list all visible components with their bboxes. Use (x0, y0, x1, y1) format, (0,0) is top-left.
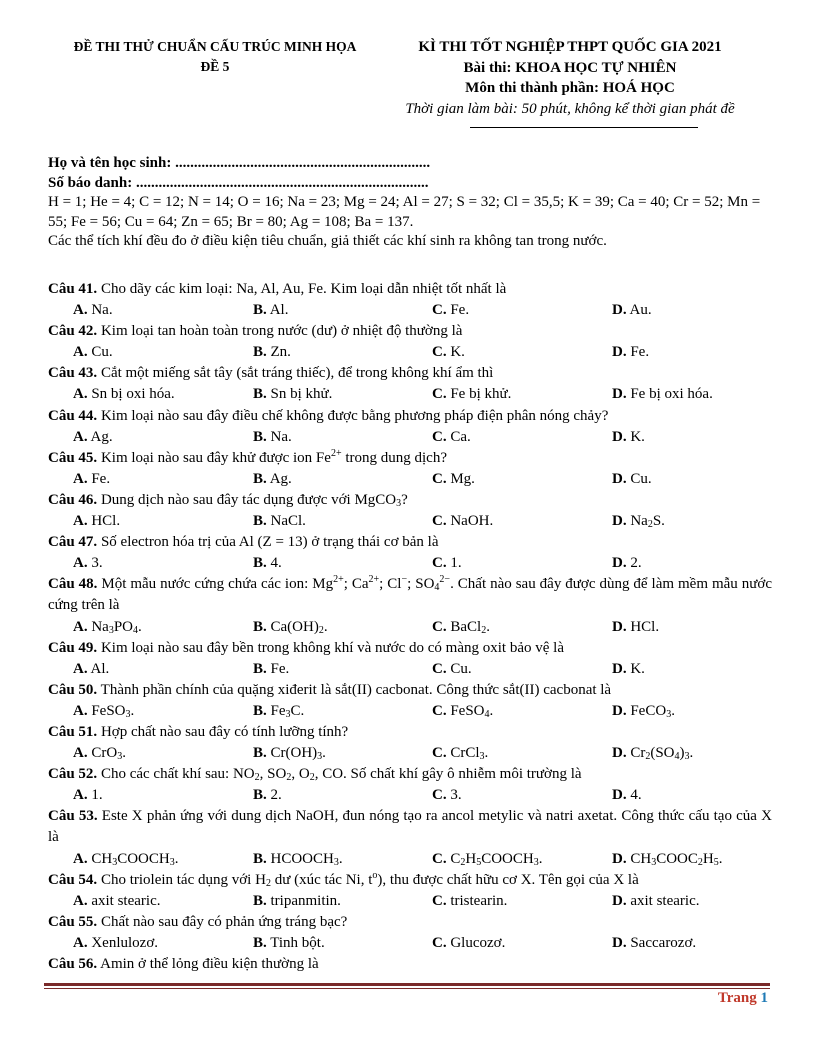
student-name-dots: .................................................................... (171, 155, 431, 171)
answer-option (612, 701, 772, 722)
answer-options (48, 617, 772, 638)
question-number: Câu 53. (48, 808, 98, 825)
option-letter: A. (73, 787, 88, 804)
option-text: NaOH. (446, 513, 494, 530)
option-text: K. (446, 344, 465, 361)
option-letter: A. (73, 934, 88, 951)
option-text: CrO$_3$. (87, 745, 126, 763)
answer-option (48, 384, 253, 405)
question-item (48, 279, 772, 321)
option-text: Cu. (626, 470, 652, 487)
option-letter: D. (612, 850, 627, 867)
option-text: 1. (87, 787, 103, 804)
answer-options (48, 701, 772, 722)
page-word: Trang (717, 990, 757, 1006)
question-number: Câu 42. (48, 323, 98, 340)
option-text: Tinh bột. (266, 934, 325, 951)
option-letter: A. (73, 555, 88, 572)
option-text: Na. (87, 302, 113, 319)
option-text: 2. (626, 555, 642, 572)
option-letter: B. (253, 892, 267, 909)
option-letter: A. (73, 302, 88, 319)
question-stem (48, 638, 772, 659)
answer-option (253, 342, 432, 363)
answer-options (48, 743, 772, 764)
question-stem (48, 722, 772, 743)
option-text: Fe bị khử. (446, 386, 512, 403)
question-number: Câu 55. (48, 913, 98, 930)
option-letter: A. (73, 470, 88, 487)
option-letter: B. (253, 555, 267, 572)
question-item (48, 321, 772, 363)
option-letter: B. (253, 934, 267, 951)
question-item (48, 680, 772, 722)
answer-option (612, 511, 772, 532)
option-text: Fe bị oxi hóa. (626, 386, 713, 403)
option-text: Xenlulozơ. (87, 934, 159, 951)
option-letter: A. (73, 660, 88, 677)
page-number (718, 990, 768, 1007)
option-text: 1. (446, 555, 462, 572)
option-letter: B. (253, 850, 267, 867)
answer-option (432, 933, 612, 954)
answer-option (48, 342, 253, 363)
answer-option (432, 427, 612, 448)
option-letter: B. (253, 660, 267, 677)
option-text: $Na_3PO_4$. (87, 618, 142, 636)
option-letter: C. (432, 787, 447, 804)
answer-option (612, 891, 772, 912)
question-number: Câu 56. (48, 956, 98, 972)
answer-option (612, 427, 772, 448)
option-letter: D. (612, 702, 627, 719)
option-letter: A. (73, 344, 88, 361)
answer-option (253, 785, 432, 806)
question-text: Cho triolein tác dụng với $H_2$ dư (xúc tác Ni, $t^o$), thu được chất hữu cơ X. Tên gọi của X là (97, 869, 639, 889)
question-number: Câu 54. (48, 871, 98, 888)
option-text: Fe. (87, 470, 111, 487)
answer-option (612, 342, 772, 363)
option-letter: D. (612, 892, 627, 909)
answer-option (48, 659, 253, 680)
question-list (48, 279, 772, 975)
option-letter: D. (612, 745, 627, 762)
option-text: $Cr_2(SO_4)_3$. (626, 745, 694, 763)
question-number: Câu 45. (48, 449, 98, 466)
option-letter: B. (253, 513, 267, 530)
answer-option (432, 743, 612, 764)
option-letter: A. (73, 850, 88, 867)
option-letter: D. (612, 386, 627, 403)
option-text: 3. (87, 555, 103, 572)
option-text: FeSO$_4$. (446, 702, 494, 720)
question-number: Câu 43. (48, 365, 98, 382)
option-letter: A. (73, 745, 88, 762)
question-item (48, 912, 772, 954)
option-letter: C. (432, 850, 447, 867)
question-stem (48, 870, 772, 891)
question-item (48, 448, 772, 490)
answer-option (253, 469, 432, 490)
student-name-label: Họ và tên học sinh: (48, 155, 172, 171)
option-text: FeSO$_3$. (87, 702, 135, 720)
answer-option (253, 300, 432, 321)
atomic-masses: H = 1; He = 4; C = 12; N = 14; O = 16; Na = 23; Mg = 24; Al = 27; S = 32; Cl = 35,5; K = 39; Ca = 40; Cr = 52; Mn = 55; Fe = 56; Cu = 64; Zn = 65; Br = 80; Ag = 108; Ba = 137. (48, 194, 761, 230)
answer-option (253, 701, 432, 722)
answer-option (48, 743, 253, 764)
exam-title: KÌ THI TỐT NGHIỆP THPT QUỐC GIA 2021 (418, 39, 722, 55)
question-item (48, 870, 772, 912)
option-text: K. (626, 660, 645, 677)
option-letter: D. (612, 787, 627, 804)
answer-option (253, 617, 432, 638)
option-text: $HCOOCH_3$. (266, 850, 343, 868)
option-text: Mg. (446, 470, 475, 487)
answer-option (612, 384, 772, 405)
exam-subject: Môn thi thành phần: HOÁ HỌC (465, 80, 675, 96)
exam-number: ĐỀ 5 (200, 59, 230, 74)
option-letter: D. (612, 344, 627, 361)
option-letter: A. (73, 513, 88, 530)
exam-series-title: ĐỀ THI THỬ CHUẨN CẤU TRÚC MINH HỌA (73, 39, 357, 54)
answer-option (48, 785, 253, 806)
student-id-label: Số báo danh: (48, 174, 133, 191)
option-text: $Cr(OH)_3$. (266, 745, 326, 763)
answer-option (48, 469, 253, 490)
exam-source-header (40, 37, 390, 77)
option-text: Fe. (266, 660, 290, 677)
question-text: Kim loại nào sau đây khử được ion $Fe^{2+}$ trong dung dịch? (97, 447, 447, 466)
option-text: $Ca(OH)_2$. (266, 618, 328, 636)
question-text: Kim loại tan hoàn toàn trong nước (dư) ở nhiệt độ thường là (97, 323, 463, 340)
question-stem (48, 363, 772, 384)
question-text: Este X phản ứng với dung dịch NaOH, đun nóng tạo ra ancol metylic và natri axetat. Công thức cấu tạo của X là (48, 808, 772, 846)
option-letter: A. (73, 702, 88, 719)
option-letter: C. (432, 344, 447, 361)
answer-option (253, 384, 432, 405)
answer-option (48, 511, 253, 532)
answer-option (432, 849, 612, 870)
option-letter: B. (253, 386, 267, 403)
question-text: Amin ở thể lỏng điều kiện thường là (97, 956, 319, 972)
answer-option (253, 553, 432, 574)
option-letter: D. (612, 470, 627, 487)
option-text: CrCl$_3$. (446, 745, 489, 763)
question-number: Câu 51. (48, 723, 98, 740)
answer-option (432, 300, 612, 321)
answer-option (253, 743, 432, 764)
answer-option (432, 785, 612, 806)
question-stem (48, 680, 772, 701)
question-text: Chất nào sau đây có phản ứng tráng bạc? (97, 913, 348, 930)
answer-option (48, 427, 253, 448)
question-item (48, 764, 772, 806)
option-letter: B. (253, 344, 267, 361)
question-text: Thành phần chính của quặng xiđerit là sắt(II) cacbonat. Công thức sắt(II) cacbonat là (97, 681, 612, 698)
option-text: $Na_2S$. (626, 513, 665, 531)
gas-volume-note: Các thể tích khí đều đo ở điều kiện tiêu chuẩn, giả thiết các khí sinh ra không tan trong nước. (48, 233, 607, 250)
answer-option (253, 849, 432, 870)
student-id-dots: .............................................................................. (132, 174, 429, 191)
option-text: $Fe_3C$. (266, 702, 305, 720)
question-stem (48, 954, 772, 975)
option-letter: B. (253, 702, 267, 719)
option-text: HCl. (87, 513, 121, 530)
option-text: axit stearic. (626, 892, 700, 909)
question-item (48, 954, 772, 975)
answer-option (253, 427, 432, 448)
option-letter: B. (253, 787, 267, 804)
option-text: FeCO$_3$. (626, 702, 675, 720)
question-number: Câu 48. (48, 576, 98, 593)
option-letter: C. (432, 702, 447, 719)
question-stem (48, 448, 772, 469)
answer-option (432, 511, 612, 532)
option-letter: D. (612, 428, 627, 445)
exam-subject-group: Bài thi: KHOA HỌC TỰ NHIÊN (463, 59, 677, 76)
answer-options (48, 469, 772, 490)
answer-option (612, 933, 772, 954)
option-letter: A. (73, 386, 88, 403)
answer-option (48, 891, 253, 912)
question-number: Câu 44. (48, 407, 98, 424)
answer-options (48, 891, 772, 912)
option-letter: B. (253, 428, 267, 445)
option-text: axit stearic. (87, 892, 161, 909)
answer-options (48, 659, 772, 680)
option-letter: C. (432, 470, 447, 487)
option-letter: C. (432, 302, 447, 319)
question-item (48, 532, 772, 574)
student-name-line (48, 154, 772, 174)
option-letter: C. (432, 660, 447, 677)
question-stem (48, 764, 772, 785)
question-number: Câu 46. (48, 491, 98, 508)
question-stem (48, 490, 772, 511)
option-text: BaCl$_2$. (446, 618, 490, 636)
answer-options (48, 849, 772, 870)
option-text: 4. (266, 555, 282, 572)
answer-options (48, 933, 772, 954)
answer-option (432, 384, 612, 405)
answer-option (432, 617, 612, 638)
question-number: Câu 50. (48, 681, 98, 698)
answer-options (48, 384, 772, 405)
question-text: Một mẫu nước cứng chứa các ion: $Mg^{2+}$; $Ca^{2+}$; Cl−; $SO_4^{2-}$. Chất nào sau đây được dùng để làm mềm mẫu nước cứng trên là (48, 574, 772, 614)
option-text: $C_2H_5COOCH_3$. (446, 850, 543, 868)
option-letter: A. (73, 428, 88, 445)
question-text: Cho dãy các kim loại: Na, Al, Au, Fe. Kim loại dẫn nhiệt tốt nhất là (97, 281, 507, 297)
answer-options (48, 553, 772, 574)
option-text: 3. (446, 787, 462, 804)
question-stem (48, 574, 772, 616)
question-text: Cho các chất khí sau: $NO_2$, $SO_2$, $O_2$, CO. Số chất khí gây ô nhiễm môi trường là (97, 766, 582, 784)
option-text: Au. (626, 302, 652, 319)
answer-option (253, 511, 432, 532)
question-item (48, 363, 772, 405)
option-letter: A. (73, 618, 88, 635)
answer-option (432, 659, 612, 680)
answer-option (253, 933, 432, 954)
option-letter: D. (612, 618, 627, 635)
option-letter: A. (73, 892, 88, 909)
answer-options (48, 300, 772, 321)
question-number: Câu 47. (48, 534, 98, 551)
option-letter: C. (432, 386, 447, 403)
footer-rule-thick (44, 983, 770, 986)
option-text: Al. (87, 660, 110, 677)
option-text: Fe. (626, 344, 650, 361)
answer-options (48, 342, 772, 363)
question-item (48, 638, 772, 680)
answer-option (612, 659, 772, 680)
answer-option (432, 553, 612, 574)
answer-options (48, 427, 772, 448)
footer-rule-thin (44, 988, 770, 989)
option-letter: D. (612, 555, 627, 572)
answer-option (48, 849, 253, 870)
question-item (48, 806, 772, 869)
option-letter: B. (253, 302, 267, 319)
option-text: Na. (266, 428, 292, 445)
answer-option (48, 553, 253, 574)
option-letter: D. (612, 302, 627, 319)
question-text: Hợp chất nào sau đây có tính lưỡng tính? (97, 723, 349, 740)
option-letter: D. (612, 660, 627, 677)
answer-option (48, 300, 253, 321)
question-number: Câu 49. (48, 639, 98, 656)
answer-option (432, 342, 612, 363)
student-info-block (48, 154, 772, 252)
question-item (48, 406, 772, 448)
option-text: Glucozơ. (446, 934, 506, 951)
question-stem (48, 279, 772, 300)
option-text: $CH_3COOC_2H_5$. (626, 850, 723, 868)
option-text: Ag. (266, 470, 292, 487)
option-letter: B. (253, 618, 267, 635)
option-letter: C. (432, 745, 447, 762)
question-text: Dung dịch nào sau đây tác dụng được với MgCO$_3$? (97, 491, 408, 509)
answer-option (253, 891, 432, 912)
answer-option (432, 701, 612, 722)
question-number: Câu 52. (48, 766, 98, 783)
answer-option (253, 659, 432, 680)
question-text: Số electron hóa trị của Al (Z = 13) ở trạng thái cơ bản là (97, 534, 439, 551)
option-text: Sn bị oxi hóa. (87, 386, 175, 403)
answer-option (48, 933, 253, 954)
answer-options (48, 785, 772, 806)
student-id-line (48, 174, 772, 194)
answer-option (48, 617, 253, 638)
question-stem (48, 406, 772, 427)
question-stem (48, 321, 772, 342)
question-text: Kim loại nào sau đây bền trong không khí và nước do có màng oxit bảo vệ là (97, 639, 564, 656)
question-text: Kim loại nào sau đây điều chế không được bằng phương pháp điện phân nóng chảy? (97, 407, 609, 424)
answer-option (612, 849, 772, 870)
option-text: Saccarozơ. (626, 934, 697, 951)
answer-option (612, 553, 772, 574)
answer-option (48, 701, 253, 722)
header-divider (470, 127, 698, 128)
option-text: tripanmitin. (266, 892, 341, 909)
option-text: Sn bị khử. (266, 386, 333, 403)
option-letter: B. (253, 470, 267, 487)
option-text: Fe. (446, 302, 470, 319)
question-item (48, 722, 772, 764)
answer-option (612, 469, 772, 490)
option-text: 4. (626, 787, 642, 804)
answer-option (612, 617, 772, 638)
question-text: Cắt một miếng sắt tây (sắt tráng thiếc), để trong không khí ẩm thì (97, 365, 494, 382)
option-letter: D. (612, 513, 627, 530)
option-letter: C. (432, 934, 447, 951)
option-letter: C. (432, 555, 447, 572)
option-letter: C. (432, 428, 447, 445)
option-letter: D. (612, 934, 627, 951)
option-text: tristearin. (446, 892, 508, 909)
answer-option (432, 469, 612, 490)
answer-option (612, 743, 772, 764)
question-stem (48, 912, 772, 933)
option-text: $CH_3COOCH_3$. (87, 850, 179, 868)
page-number-value: 1 (760, 990, 768, 1006)
exam-official-header (388, 37, 752, 119)
option-text: Zn. (266, 344, 291, 361)
option-letter: C. (432, 513, 447, 530)
option-text: Ca. (446, 428, 471, 445)
answer-option (432, 891, 612, 912)
option-text: Cu. (446, 660, 472, 677)
option-text: HCl. (626, 618, 660, 635)
answer-options (48, 511, 772, 532)
question-item (48, 574, 772, 637)
question-item (48, 490, 772, 532)
answer-option (612, 300, 772, 321)
question-stem (48, 532, 772, 553)
option-letter: C. (432, 618, 447, 635)
option-text: Ag. (87, 428, 113, 445)
option-letter: C. (432, 892, 447, 909)
option-text: K. (626, 428, 645, 445)
option-text: Cu. (87, 344, 113, 361)
option-letter: B. (253, 745, 267, 762)
option-text: NaCl. (266, 513, 306, 530)
option-text: Al. (266, 302, 289, 319)
answer-option (612, 785, 772, 806)
exam-duration: Thời gian làm bài: 50 phút, không kể thời gian phát đề (405, 100, 735, 117)
option-text: 2. (266, 787, 282, 804)
question-number: Câu 41. (48, 281, 98, 297)
question-stem (48, 806, 772, 848)
